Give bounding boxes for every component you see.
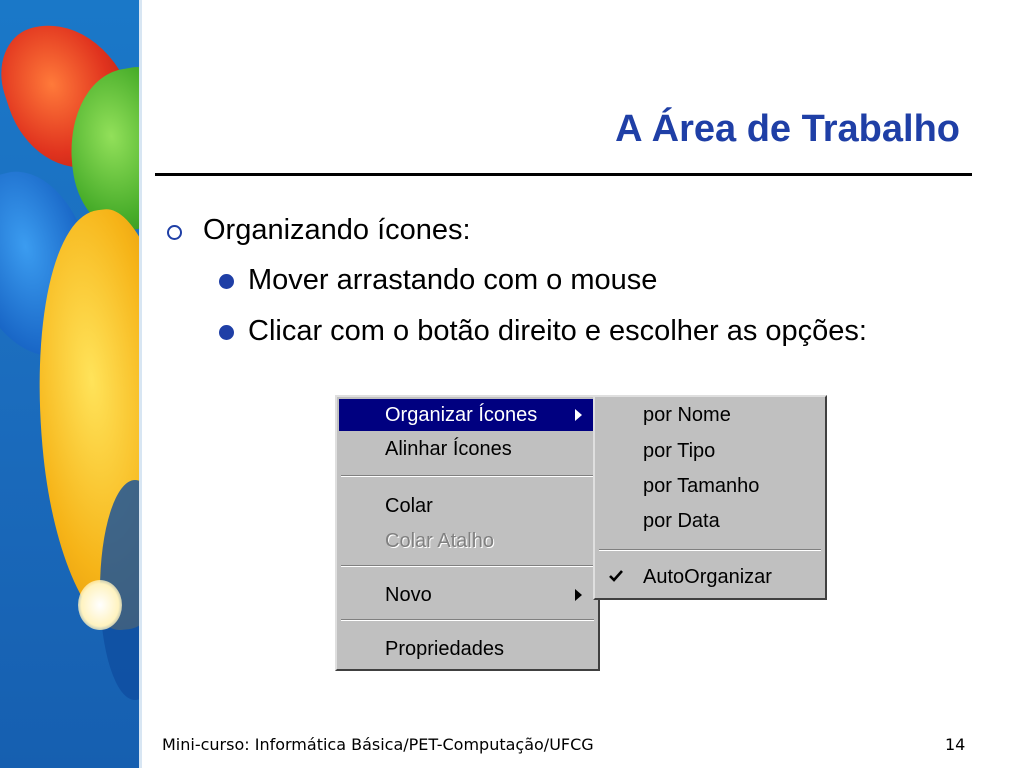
- menu-item-novo[interactable]: [339, 579, 596, 611]
- submenu-arrow-icon: [575, 409, 582, 421]
- circle-bullet-icon: [167, 225, 182, 240]
- submenu-item-por-nome[interactable]: [597, 399, 823, 431]
- footer-text: Mini-curso: Informática Básica/PET-Computação/UFCG: [162, 735, 594, 754]
- submenu-item-por-tipo[interactable]: [597, 435, 823, 467]
- band-edge: [139, 0, 142, 768]
- submenu: [593, 395, 827, 600]
- menu-item-propriedades[interactable]: [339, 633, 596, 665]
- bullet-level1: Organizando ícones:: [203, 214, 471, 246]
- submenu-separator: [599, 549, 821, 551]
- page-number: 14: [945, 735, 966, 754]
- menu-separator: [341, 565, 594, 567]
- menu-item-label: Organizar Ícones: [385, 404, 538, 426]
- menu-item-colar-atalho: [339, 525, 596, 557]
- menu-item-label: Colar: [385, 495, 433, 517]
- submenu-item-label: por Data: [643, 510, 720, 532]
- context-menu: [335, 395, 600, 671]
- menu-item-label: Alinhar Ícones: [385, 438, 512, 460]
- submenu-item-label: AutoOrganizar: [643, 566, 772, 588]
- checkmark-icon: [609, 569, 623, 583]
- bullet-level2-item: Clicar com o botão direito e escolher as opções:: [248, 315, 867, 347]
- submenu-arrow-icon: [575, 589, 582, 601]
- submenu-item-por-tamanho[interactable]: [597, 470, 823, 502]
- menu-item-label: Novo: [385, 584, 432, 606]
- slide-title: A Área de Trabalho: [615, 108, 960, 150]
- menu-separator: [341, 475, 594, 477]
- menu-item-alinhar-icones[interactable]: [339, 433, 596, 465]
- submenu-item-label: por Nome: [643, 404, 731, 426]
- submenu-item-por-data[interactable]: [597, 505, 823, 537]
- title-rule: [155, 173, 972, 176]
- submenu-item-autoorganizar[interactable]: [597, 561, 823, 593]
- logo-band: [0, 0, 142, 768]
- dot-bullet-icon: [219, 325, 234, 340]
- menu-item-colar[interactable]: [339, 490, 596, 522]
- menu-separator: [341, 619, 594, 621]
- submenu-item-label: por Tamanho: [643, 475, 760, 497]
- menu-item-label: Colar Atalho: [385, 530, 494, 552]
- submenu-item-label: por Tipo: [643, 440, 716, 462]
- menu-item-label: Propriedades: [385, 638, 504, 660]
- dot-bullet-icon: [219, 274, 234, 289]
- bullet-level2-item: Mover arrastando com o mouse: [248, 264, 658, 296]
- menu-item-organizar-icones[interactable]: [339, 399, 596, 431]
- logo-glare: [78, 580, 122, 630]
